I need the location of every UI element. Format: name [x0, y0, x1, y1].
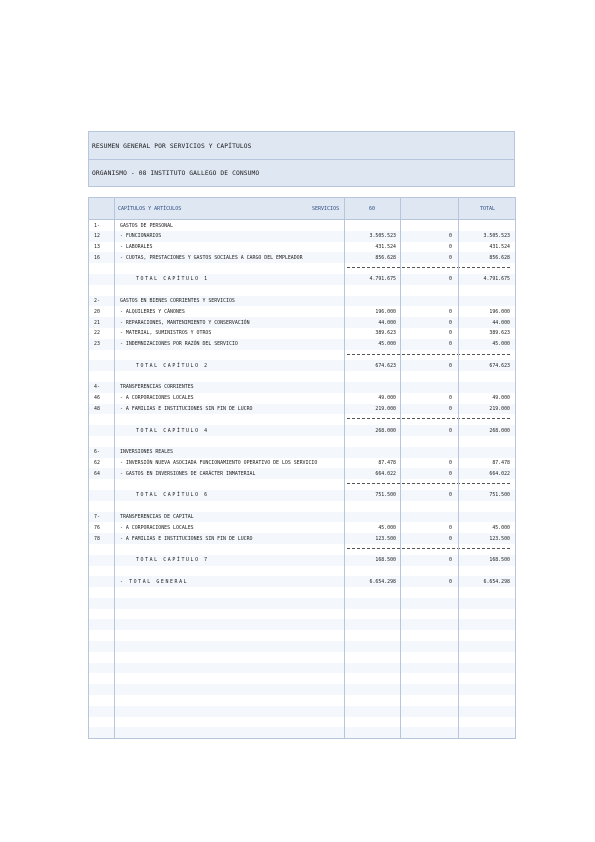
row-description: TOTAL CAPÍTULO 6 — [136, 492, 209, 499]
row-value-60: 389.623 — [375, 330, 396, 337]
empty-row — [89, 630, 515, 641]
row-value-services: 0 — [449, 406, 452, 413]
row-value-60: 4.791.675 — [369, 276, 396, 283]
row-code: 22 — [94, 330, 100, 337]
column-header-services: SERVICIOS — [312, 206, 340, 212]
row-value-60: 856.628 — [375, 254, 396, 261]
row-code: 20 — [94, 308, 100, 315]
row-value-total: 45.000 — [492, 341, 510, 348]
row-value-services: 0 — [449, 276, 452, 283]
row-value-60: 196.000 — [375, 308, 396, 315]
table-row — [89, 231, 515, 242]
row-code: 23 — [94, 341, 100, 348]
row-code: 1- — [94, 222, 100, 229]
row-code: 16 — [94, 254, 100, 261]
column-divider — [114, 198, 115, 738]
table-row — [89, 522, 515, 533]
table-row — [89, 468, 515, 479]
row-value-services: 0 — [449, 254, 452, 261]
chapter-row — [89, 382, 515, 393]
table-row — [89, 252, 515, 263]
row-code: 2- — [94, 298, 100, 305]
row-code: 48 — [94, 406, 100, 413]
row-description: TOTAL CAPÍTULO 7 — [136, 557, 209, 564]
empty-row — [89, 706, 515, 717]
dashed-separator — [347, 354, 510, 355]
row-value-services: 0 — [449, 460, 452, 467]
report-title: RESUMEN GENERAL POR SERVICIOS Y CAPÍTULOS — [92, 143, 252, 150]
row-value-total: 4.791.675 — [483, 276, 510, 283]
row-value-total: 6.654.298 — [483, 578, 510, 585]
row-value-total: 123.500 — [489, 535, 510, 542]
row-description: - INDEMNIZACIONES POR RAZÓN DEL SERVICIO — [120, 341, 238, 348]
row-value-total: 219.000 — [489, 406, 510, 413]
column-header-articles: CAPÍTULOS Y ARTÍCULOS — [118, 206, 182, 212]
row-value-60: 674.623 — [375, 362, 396, 369]
empty-row — [89, 598, 515, 609]
summary-table — [88, 197, 516, 739]
row-code: 12 — [94, 233, 100, 240]
row-value-total: 664.022 — [489, 470, 510, 477]
chapter-row — [89, 447, 515, 458]
row-value-services: 0 — [449, 395, 452, 402]
chapter-total-row — [89, 490, 515, 501]
row-value-total: 87.478 — [492, 460, 510, 467]
row-value-60: 431.524 — [375, 244, 396, 251]
column-header-total: TOTAL — [480, 206, 496, 212]
grand-total-row — [89, 576, 515, 587]
row-description: GASTOS DE PERSONAL — [120, 222, 173, 229]
table-row — [89, 339, 515, 350]
dashed-separator — [347, 418, 510, 419]
column-header-60: 60 — [369, 206, 376, 212]
row-value-total: 168.500 — [489, 557, 510, 564]
row-value-60: 45.000 — [378, 524, 396, 531]
row-value-60: 87.478 — [378, 460, 396, 467]
empty-row — [89, 619, 515, 630]
row-value-60: 219.000 — [375, 406, 396, 413]
column-divider — [400, 198, 401, 738]
column-divider — [458, 198, 459, 738]
row-value-total: 268.000 — [489, 427, 510, 434]
row-value-total: 3.505.523 — [483, 233, 510, 240]
organism-label: ORGANISMO - 08 INSTITUTO GALLEGO DE CONSUMO — [92, 170, 260, 177]
header-divider — [89, 159, 514, 160]
row-value-services: 0 — [449, 557, 452, 564]
row-code: 78 — [94, 535, 100, 542]
row-value-total: 196.000 — [489, 308, 510, 315]
row-value-total: 751.500 — [489, 492, 510, 499]
row-description: - A FAMILIAS E INSTITUCIONES SIN FIN DE LUCRO — [120, 535, 253, 542]
separator-row — [89, 263, 515, 274]
empty-row — [89, 695, 515, 706]
row-code: 21 — [94, 319, 100, 326]
row-description: - LABORALES — [120, 244, 153, 251]
row-code: 46 — [94, 395, 100, 402]
separator-row — [89, 479, 515, 490]
table-body — [89, 220, 515, 738]
chapter-total-row — [89, 425, 515, 436]
row-code: 76 — [94, 524, 100, 531]
row-value-60: 168.500 — [375, 557, 396, 564]
row-description: TOTAL CAPÍTULO 1 — [136, 276, 209, 283]
table-row — [89, 533, 515, 544]
row-value-60: 44.000 — [378, 319, 396, 326]
row-code: 4- — [94, 384, 100, 391]
row-description: TOTAL CAPÍTULO 4 — [136, 427, 209, 434]
row-value-services: 0 — [449, 362, 452, 369]
row-value-total: 49.000 — [492, 395, 510, 402]
row-description: - MATERIAL, SUMINISTROS Y OTROS — [120, 330, 212, 337]
empty-row — [89, 673, 515, 684]
row-value-60: 45.000 — [378, 341, 396, 348]
table-row — [89, 404, 515, 415]
chapter-row — [89, 296, 515, 307]
row-value-60: 123.500 — [375, 535, 396, 542]
row-value-total: 431.524 — [489, 244, 510, 251]
table-row — [89, 242, 515, 253]
row-description: - ALQUILERES Y CÁNONES — [120, 308, 185, 315]
empty-row — [89, 609, 515, 620]
row-value-60: 751.500 — [375, 492, 396, 499]
blank-row — [89, 566, 515, 577]
blank-row — [89, 285, 515, 296]
row-value-services: 0 — [449, 330, 452, 337]
table-header — [89, 198, 515, 220]
blank-row — [89, 501, 515, 512]
row-value-services: 0 — [449, 524, 452, 531]
separator-row — [89, 414, 515, 425]
table-row — [89, 328, 515, 339]
row-description: - TOTAL GENERAL — [120, 578, 189, 585]
row-value-total: 389.623 — [489, 330, 510, 337]
row-value-60: 268.000 — [375, 427, 396, 434]
row-code: 6- — [94, 449, 100, 456]
row-description: - FUNCIONARIOS — [120, 233, 162, 240]
row-code: 64 — [94, 470, 100, 477]
empty-row — [89, 652, 515, 663]
row-description: GASTOS EN BIENES CORRIENTES Y SERVICIOS — [120, 298, 235, 305]
row-value-total: 856.628 — [489, 254, 510, 261]
dashed-separator — [347, 483, 510, 484]
row-value-services: 0 — [449, 319, 452, 326]
row-value-services: 0 — [449, 233, 452, 240]
table-row — [89, 317, 515, 328]
dashed-separator — [347, 267, 510, 268]
chapter-total-row — [89, 360, 515, 371]
row-value-services: 0 — [449, 244, 452, 251]
row-description: - CUOTAS, PRESTACIONES Y GASTOS SOCIALES A CARGO DEL EMPLEADOR — [120, 254, 303, 261]
column-divider — [344, 198, 345, 738]
blank-row — [89, 371, 515, 382]
empty-row — [89, 727, 515, 738]
row-value-services: 0 — [449, 535, 452, 542]
table-row — [89, 306, 515, 317]
row-value-services: 0 — [449, 308, 452, 315]
empty-row — [89, 641, 515, 652]
row-value-60: 664.022 — [375, 470, 396, 477]
row-description: - GASTOS EN INVERSIONES DE CARÁCTER INMATERIAL — [120, 470, 256, 477]
row-value-services: 0 — [449, 470, 452, 477]
chapter-total-row — [89, 274, 515, 285]
table-row — [89, 393, 515, 404]
row-value-total: 674.623 — [489, 362, 510, 369]
separator-row — [89, 544, 515, 555]
row-description: TRANSFERENCIAS CORRIENTES — [120, 384, 194, 391]
table-row — [89, 458, 515, 469]
empty-row — [89, 587, 515, 598]
row-value-total: 44.000 — [492, 319, 510, 326]
row-value-services: 0 — [449, 578, 452, 585]
row-description: - REPARACIONES, MANTENIMIENTO Y CONSERVACIÓN — [120, 319, 250, 326]
row-description: TRANSFERENCIAS DE CAPITAL — [120, 514, 194, 521]
row-description: - A CORPORACIONES LOCALES — [120, 524, 194, 531]
row-value-services: 0 — [449, 492, 452, 499]
row-value-total: 45.000 — [492, 524, 510, 531]
row-code: 62 — [94, 460, 100, 467]
row-description: - INVERSIÓN NUEVA ASOCIADA FUNCIONAMIENTO OPERATIVO DE LOS SERVICIO — [120, 460, 318, 467]
dashed-separator — [347, 548, 510, 549]
row-description: TOTAL CAPÍTULO 2 — [136, 362, 209, 369]
row-description: - A FAMILIAS E INSTITUCIONES SIN FIN DE LUCRO — [120, 406, 253, 413]
row-description: INVERSIONES REALES — [120, 449, 173, 456]
row-description: - A CORPORACIONES LOCALES — [120, 395, 194, 402]
separator-row — [89, 350, 515, 361]
row-value-services: 0 — [449, 427, 452, 434]
row-value-services: 0 — [449, 341, 452, 348]
empty-row — [89, 663, 515, 674]
chapter-row — [89, 512, 515, 523]
row-code: 7- — [94, 514, 100, 521]
row-code: 13 — [94, 244, 100, 251]
empty-row — [89, 684, 515, 695]
blank-row — [89, 436, 515, 447]
row-value-60: 6.654.298 — [369, 578, 396, 585]
row-value-60: 49.000 — [378, 395, 396, 402]
chapter-row — [89, 220, 515, 231]
chapter-total-row — [89, 555, 515, 566]
row-value-60: 3.505.523 — [369, 233, 396, 240]
report-header — [88, 131, 515, 187]
empty-row — [89, 717, 515, 728]
